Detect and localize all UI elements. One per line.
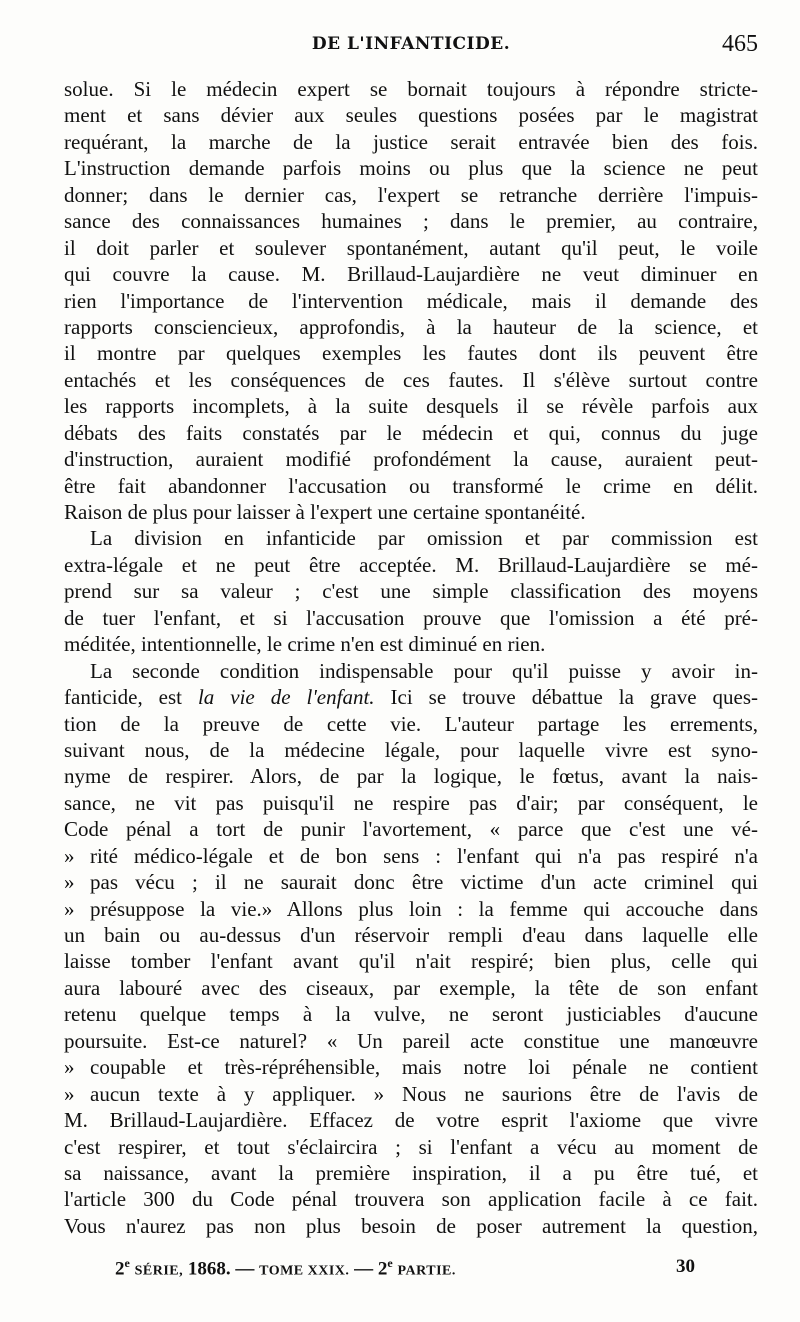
text-line: qui couvre la cause. M. Brillaud-Laujardière ne veut diminuer en bbox=[64, 262, 758, 287]
text-line: solue. Si le médecin expert se bornait toujours à répondre stricte- bbox=[64, 77, 758, 101]
dash: — bbox=[354, 1258, 374, 1280]
text-line: aura labouré avec des ciseaux, par exemple, la tête de son enfant bbox=[64, 975, 758, 1000]
body-text bbox=[64, 76, 758, 1239]
running-head-title: DE L'INFANTICIDE. bbox=[311, 34, 511, 54]
part-label: PARTIE. bbox=[397, 1263, 456, 1279]
text-line: L'instruction demande parfois moins ou plus que la science ne peut bbox=[64, 156, 758, 181]
text-segment: Ici se trouve débattue la grave ques- bbox=[390, 685, 759, 710]
text-line: poursuite. Est-ce naturel? « Un pareil acte constitue une manœuvre bbox=[64, 1028, 758, 1053]
text-line: il doit parler et soulever spontanément, autant qu'il peut, le voile bbox=[64, 235, 758, 260]
text-line: les rapports incomplets, à la suite desquels il se révèle parfois aux bbox=[64, 394, 758, 419]
text-line: M. Brillaud-Laujardière. Effacez de votre esprit l'axiome que vivre bbox=[64, 1108, 758, 1133]
text-line: donner; dans le dernier cas, l'expert se retranche derrière l'impuis- bbox=[64, 182, 758, 207]
text-line: sa naissance, avant la première inspiration, il a pu être tué, et bbox=[64, 1160, 758, 1185]
text-segment: pas vécu ; il ne saurait donc être victime d'un acte criminel qui bbox=[90, 870, 758, 895]
series-label: SÉRIE, bbox=[134, 1263, 184, 1279]
year: 1868. bbox=[187, 1258, 231, 1280]
text-segment: présuppose la vie.» Allons plus loin : la femme qui accouche dans bbox=[90, 896, 758, 921]
page-number: 465 bbox=[722, 31, 758, 57]
text-line: requérant, la marche de la justice serait entravée bien des fois. bbox=[64, 129, 758, 154]
text-line: méditée, intentionnelle, le crime n'en est diminué en rien. bbox=[64, 632, 546, 657]
page-footer bbox=[115, 1256, 695, 1284]
part-number: 2 bbox=[377, 1258, 388, 1280]
footer-imprint bbox=[115, 1256, 456, 1280]
part-superscript: e bbox=[387, 1256, 393, 1270]
text-line bbox=[64, 843, 758, 869]
text-line: La division en infanticide par omission et par commission est bbox=[90, 526, 758, 551]
text-segment: fanticide, est bbox=[64, 685, 182, 710]
text-line bbox=[64, 896, 758, 922]
text-line: débats des faits constatés par le médecin et qui, connus du juge bbox=[64, 420, 758, 445]
text-line: tion de la preuve de cette vie. L'auteur partage les errements, bbox=[64, 711, 758, 736]
text-line: sance, ne vit pas puisqu'il ne respire pas d'air; par conséquent, le bbox=[64, 790, 758, 815]
text-segment: aucun texte à y appliquer. » Nous ne saurions être de l'avis de bbox=[90, 1081, 758, 1106]
text-line bbox=[64, 1081, 758, 1107]
text-line: nyme de respirer. Alors, de par la logique, le fœtus, avant la nais- bbox=[64, 764, 758, 789]
text-line: ment et sans dévier aux seules questions posées par le magistrat bbox=[64, 103, 758, 128]
series-superscript: e bbox=[124, 1256, 130, 1270]
quote-mark: » bbox=[64, 843, 75, 868]
quote-mark: » bbox=[64, 870, 75, 895]
text-line bbox=[64, 684, 758, 710]
text-line bbox=[64, 1054, 758, 1080]
text-line: extra-légale et ne peut être acceptée. M. Brillaud-Laujardière se mé- bbox=[64, 552, 758, 577]
italic-phrase: la vie de l'enfant. bbox=[197, 685, 375, 710]
text-line: entachés et les conséquences de ces fautes. Il s'élève surtout contre bbox=[64, 367, 758, 392]
text-line: sance des connaissances humaines ; dans le premier, au contraire, bbox=[64, 209, 758, 234]
quote-mark: » bbox=[64, 896, 75, 921]
text-line: Code pénal a tort de punir l'avortement, « parce que c'est une vé- bbox=[64, 817, 758, 842]
text-line: Vous n'aurez pas non plus besoin de poser autrement la question, bbox=[64, 1213, 758, 1238]
text-line: retenu quelque temps à la vulve, ne seront justiciables d'aucune bbox=[64, 1002, 758, 1027]
text-line: rapports consciencieux, approfondis, à la hauteur de la science, et bbox=[64, 314, 758, 339]
tome-label: TOME XXIX. bbox=[259, 1263, 350, 1279]
text-line: l'article 300 du Code pénal trouvera son application facile à ce fait. bbox=[64, 1187, 758, 1212]
series-number: 2 bbox=[115, 1258, 125, 1280]
text-line: Raison de plus pour laisser à l'expert une certaine spontanéité. bbox=[64, 500, 586, 524]
text-line bbox=[64, 869, 758, 895]
text-line: rien l'importance de l'intervention médicale, mais il demande des bbox=[64, 288, 758, 313]
quote-mark: » bbox=[64, 1055, 75, 1080]
text-line: laisse tomber l'enfant avant qu'il n'ait respiré; bien plus, celle qui bbox=[64, 949, 758, 974]
text-line: un bain ou au-dessus d'un réservoir rempli d'eau dans laquelle elle bbox=[64, 923, 758, 947]
text-segment: rité médico-légale et de bon sens : l'enfant qui n'a pas respiré n'a bbox=[90, 843, 758, 868]
text-line: c'est respirer, et tout s'éclaircira ; si l'enfant a vécu au moment de bbox=[64, 1134, 758, 1159]
signature-mark: 30 bbox=[676, 1256, 695, 1277]
text-line: être fait abandonner l'accusation ou transformé le crime en délit. bbox=[64, 473, 758, 498]
text-segment: coupable et très-répréhensible, mais notre loi pénale ne contient bbox=[90, 1055, 758, 1080]
quote-mark: » bbox=[64, 1081, 75, 1106]
dash: — bbox=[235, 1258, 255, 1280]
text-line: de tuer l'enfant, et si l'accusation prouve que l'omission a été pré- bbox=[64, 605, 758, 630]
text-line: il montre par quelques exemples les fautes dont ils peuvent être bbox=[64, 341, 758, 366]
text-line: prend sur sa valeur ; c'est une simple classification des moyens bbox=[64, 579, 758, 604]
running-head bbox=[64, 31, 758, 64]
text-line: suivant nous, de la médecine légale, pour laquelle vivre est syno- bbox=[64, 737, 758, 762]
text-line: d'instruction, auraient modifié profondément la cause, auraient peut- bbox=[64, 447, 758, 472]
text-line: La seconde condition indispensable pour qu'il puisse y avoir in- bbox=[90, 658, 758, 683]
